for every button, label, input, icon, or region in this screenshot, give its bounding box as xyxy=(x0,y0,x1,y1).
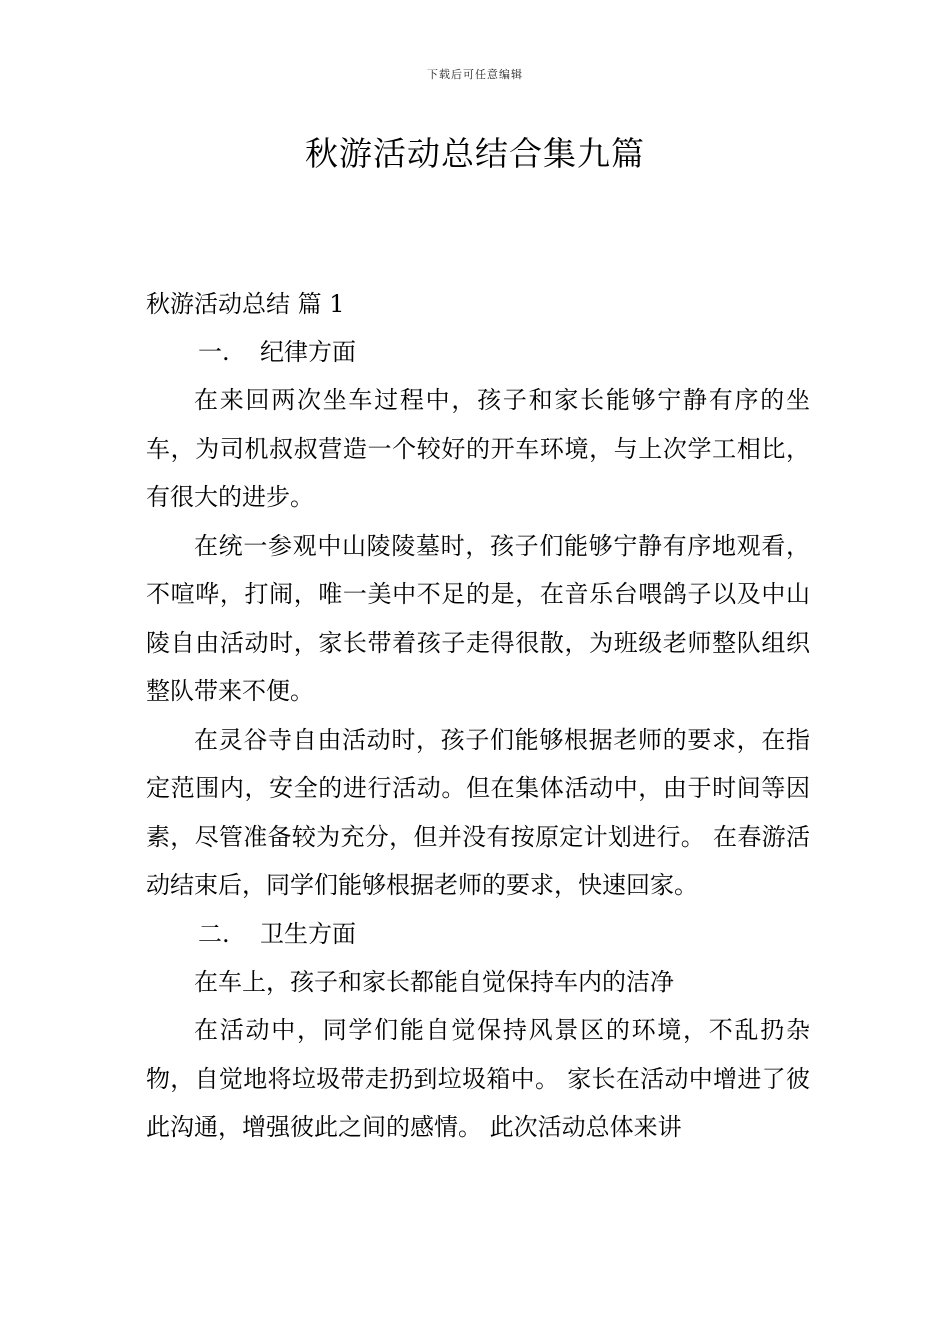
subsection-heading-hygiene xyxy=(146,910,810,958)
subsection-number: 二. xyxy=(198,919,230,948)
document-title: 秋游活动总结合集九篇 xyxy=(305,134,645,173)
subsection-heading-discipline xyxy=(146,328,810,376)
paragraph: 在车上，孩子和家长都能自觉保持车内的洁净 xyxy=(194,967,674,996)
subsection-label: 卫生方面 xyxy=(260,919,356,948)
subsection-number: 一. xyxy=(198,338,230,366)
section-heading: 秋游活动总结 篇 1 xyxy=(146,290,345,318)
subsection-label: 纪律方面 xyxy=(260,338,356,366)
header-note: 下载后可任意编辑 xyxy=(427,68,523,81)
paragraph: 在灵谷寺自由活动时，孩子们能够根据老师的要求，在指定范围内，安全的进行活动。但在集体活动中，由于时间等因素，尽管准备较为充分，但并没有按原定计划进行。 在春游活动结束后，同学们能够根据老师的要求，快速回家。 xyxy=(146,725,810,899)
paragraph: 在活动中，同学们能自觉保持风景区的环境，不乱扔杂物，自觉地将垃圾带走扔到垃圾箱中。 家长在活动中增进了彼此沟通，增强彼此之间的感情。 此次活动总体来讲 xyxy=(146,1016,810,1141)
paragraph: 在统一参观中山陵陵墓时，孩子们能够宁静有序地观看，不喧哗，打闹，唯一美中不足的是，在音乐台喂鸽子以及中山陵自由活动时，家长带着孩子走得很散，为班级老师整队组织整队带来不便。 xyxy=(146,531,810,705)
document-body xyxy=(146,280,810,1152)
paragraph: 在来回两次坐车过程中，孩子和家长能够宁静有序的坐车，为司机叔叔营造一个较好的开车环境，与上次学工相比，有很大的进步。 xyxy=(146,386,810,511)
